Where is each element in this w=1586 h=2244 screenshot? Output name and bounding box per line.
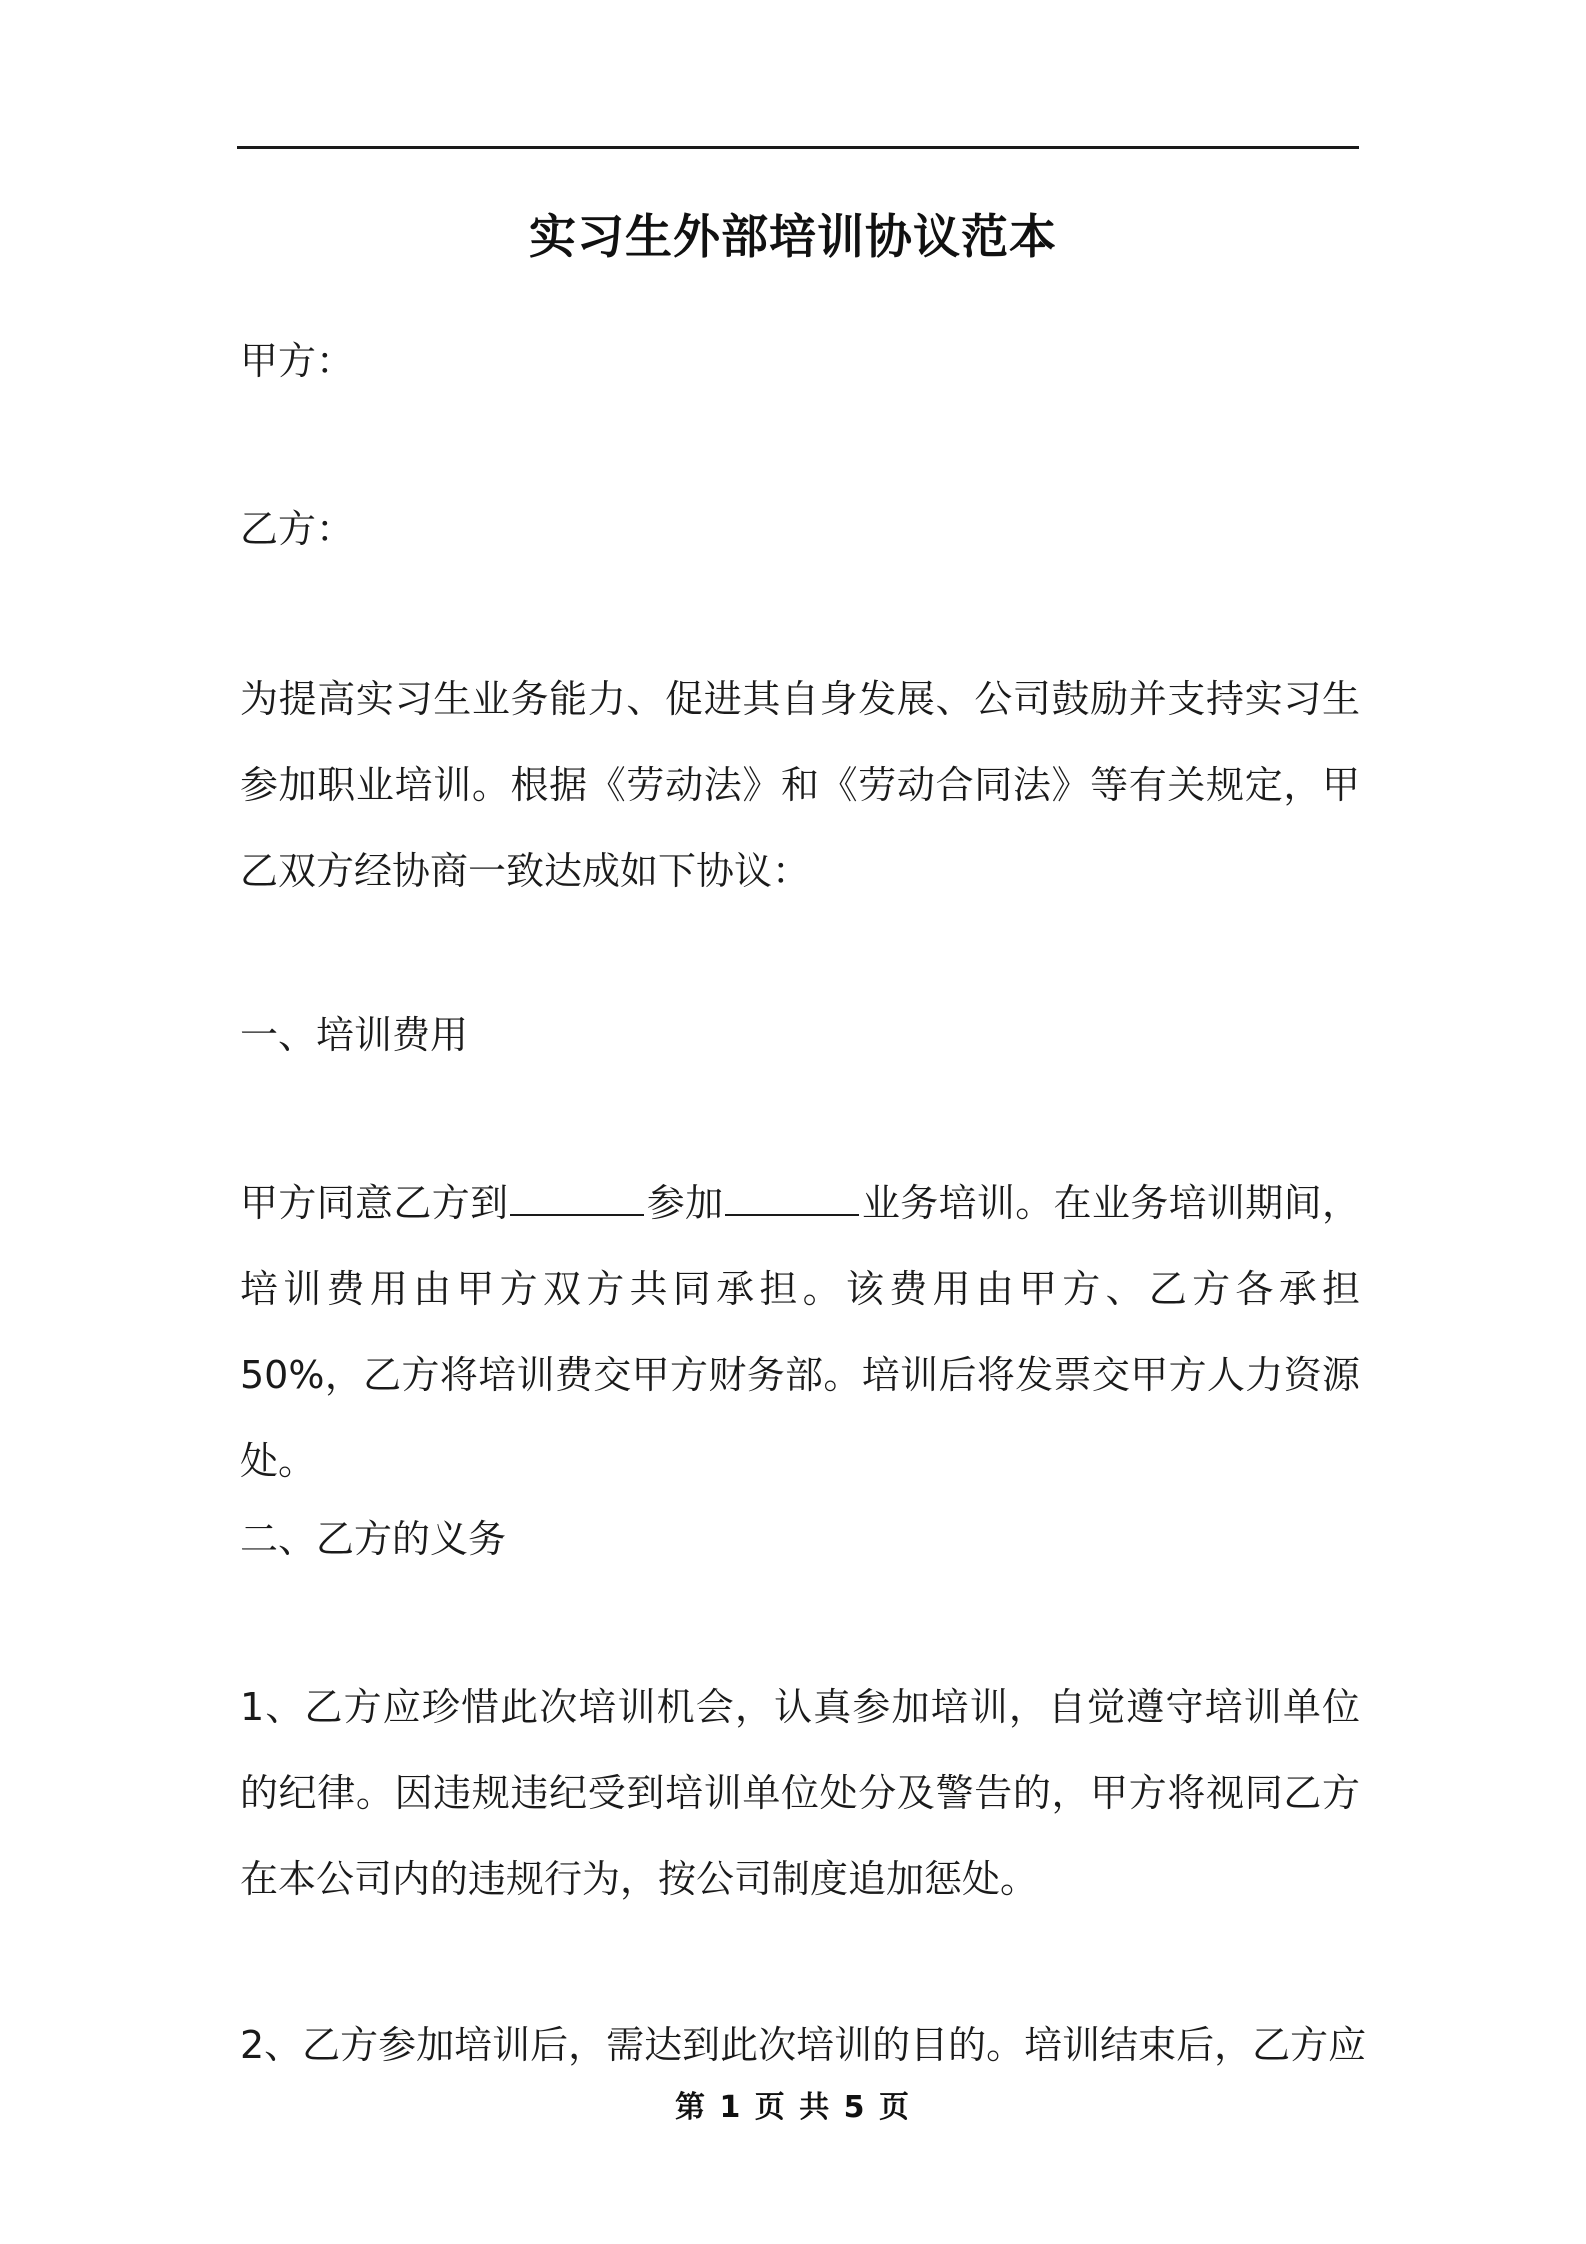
section-heading-fees: 一、培训费用 (240, 1013, 469, 1057)
section-heading-obligations: 二、乙方的义务 (240, 1517, 507, 1561)
fees-text-3: 业务培训。在业务培训期间，培训费用由甲方双方共同承担。该费用由甲方、乙方各承担 50%，乙方将培训费交甲方财务部。培训后将发票交甲方人力资源处。 (240, 1181, 1360, 1483)
obligation-item-2: 2、乙方参加培训后，需达到此次培训的目的。培训结束后，乙方应 (240, 2023, 1367, 2067)
header-rule (237, 146, 1359, 149)
intro-paragraph: 为提高实习生业务能力、促进其自身发展、公司鼓励并支持实习生参加职业培训。根据《劳动法》和《劳动合同法》等有关规定，甲乙双方经协商一致达成如下协议： (240, 677, 1360, 893)
fees-text-2: 参加 (646, 1181, 724, 1225)
training-business-blank (725, 1182, 859, 1216)
party-a-label: 甲方： (240, 339, 355, 383)
fees-text-1: 甲方同意乙方到 (240, 1181, 509, 1225)
training-location-blank (510, 1182, 644, 1216)
fees-paragraph (240, 1160, 1360, 1504)
obligation-item-1: 1、乙方应珍惜此次培训机会，认真参加培训，自觉遵守培训单位的纪律。因违规违纪受到培训单位处分及警告的，甲方将视同乙方在本公司内的违规行为，按公司制度追加惩处。 (240, 1685, 1360, 1901)
document-title: 实习生外部培训协议范本 (529, 210, 1057, 265)
page-number: 第 1 页 共 5 页 (675, 2090, 911, 2125)
party-b-label: 乙方： (240, 507, 355, 551)
